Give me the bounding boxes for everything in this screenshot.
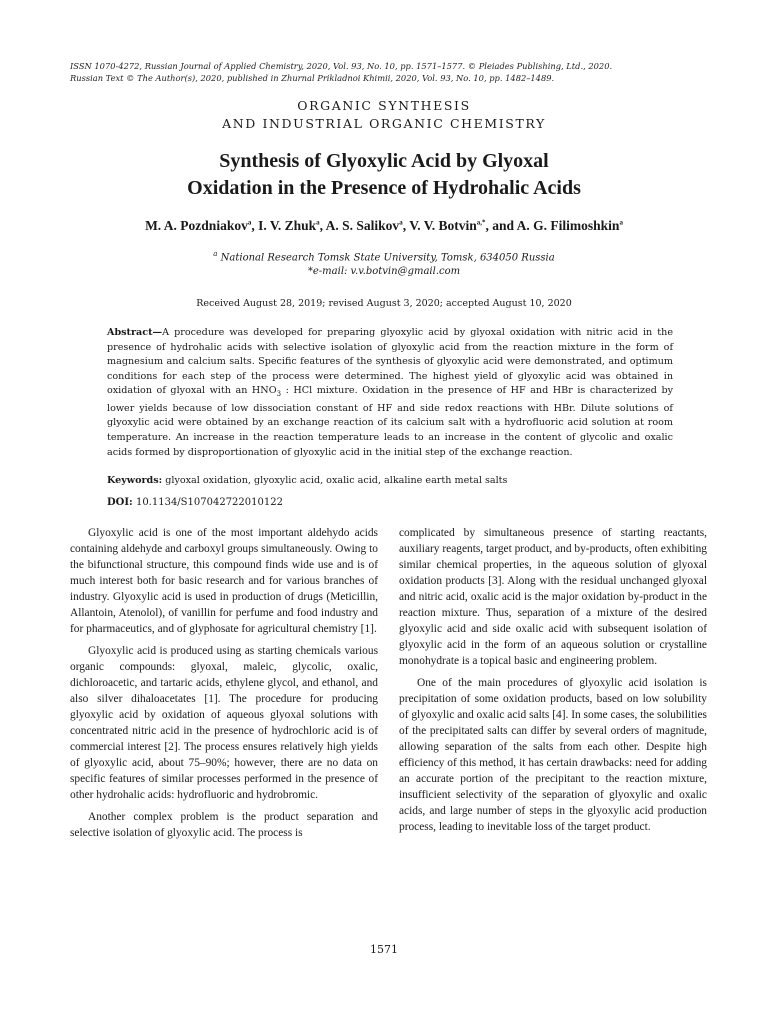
doi — [107, 497, 673, 508]
left-column — [70, 525, 378, 847]
title-line1: Synthesis of Glyoxylic Acid by Glyoxal — [219, 150, 549, 172]
affiliation-sup: a — [213, 250, 218, 258]
abstract-sub: 3 — [276, 390, 282, 399]
paragraph: complicated by simultaneous presence of starting reactants, auxiliary reagents, target product, and by-products, often exhibiting similar chemical properties, in the aqueous solution of glyoxal oxidation products [3]. Along with the residual unchanged glyoxal and nitric acid, oxalic acid is the major oxidation by-product in the reaction mixture. Thus, separation of a mixture of the desired glyoxylic acid and side oxalic acid with subsequent isolation of glyoxylic acid in the form of an aqueous solution or crystalline monohydrate is a topical basic and engineering problem. — [399, 527, 707, 667]
doi-label: DOI: — [107, 497, 133, 508]
author-name: A. G. Filimoshkin — [516, 218, 620, 233]
doi-link[interactable]: 10.1134/S107042722010122 — [135, 497, 283, 508]
keywords-label: Keywords: — [107, 475, 163, 486]
author-sep: , — [319, 218, 326, 233]
article-title — [0, 148, 768, 202]
keywords — [107, 475, 673, 486]
author-name: I. V. Zhuk — [258, 218, 317, 233]
received-dates: Received August 28, 2019; revised August 3, 2020; accepted August 10, 2020 — [196, 298, 572, 309]
journal-header — [70, 60, 710, 84]
email[interactable]: *e-mail: v.v.botvin@gmail.com — [307, 266, 461, 277]
abstract-text-2: : HCl mixture. Oxidation in the presence of HF and HBr is characterized by lower yields because of low dissociation constant of HF and side redox reactions with HBr. Dilute solutions of glyoxylic acid were obtained by an exchange reaction of its calcium salt with a hydrofluoric acid solution at room temperature. An increase in the reaction temperature leads to an increase in the content of glycolic and oxalic acids formed by disproportionation of glyoxylic acid in the initial step of the exchange reaction. — [107, 385, 674, 458]
author-sup: a — [316, 218, 320, 227]
author-sup: a — [619, 218, 623, 227]
author-sep: , — [251, 218, 259, 233]
abstract-dash: — — [152, 327, 163, 338]
author-sup: a — [247, 218, 252, 227]
journal-header-line2: Russian Text © The Author(s), 2020, published in Zhurnal Prikladnoi Khimii, 2020, Vol. 93, No. 10, pp. 1482–1489. — [70, 73, 555, 83]
keywords-text: glyoxal oxidation, glyoxylic acid, oxalic acid, alkaline earth metal salts — [165, 475, 508, 486]
affiliation — [0, 250, 768, 263]
affiliation-text: National Research Tomsk State University, Tomsk, 634050 Russia — [220, 252, 555, 264]
section-heading-2: AND INDUSTRIAL ORGANIC CHEMISTRY — [222, 116, 546, 131]
journal-header-line1: ISSN 1070-4272, Russian Journal of Applied Chemistry, 2020, Vol. 93, No. 10, pp. 1571–1577. © Pleiades Publishing, Ltd., 2020. — [70, 61, 613, 71]
author-sup: a — [399, 218, 403, 227]
author-sep: , and — [485, 218, 517, 233]
paragraph: One of the main procedures of glyoxylic acid isolation is precipitation of some oxidation products, based on low solubility of glyoxylic and oxalic acid salts [4]. In some cases, the solubilities of the precipitated salts can differ by several orders of magnitude, allowing separation of the salts from each other. Despite high efficiency of this method, it has certain drawbacks: need for adding an accurate portion of the precipitant to the reaction mixture, insufficient selectivity of the separation of glyoxylic and oxalic acids, and large number of steps in the glyoxylic acid production process, leading to inevitable loss of the target product. — [399, 677, 707, 833]
abstract — [107, 326, 673, 460]
abstract-text-1: A procedure was developed for preparing glyoxylic acid by glyoxal oxidation with nitric acid in the presence of hydrohalic acids with selective isolation of glyoxylic acid from the reaction mixture in the form of magnesium and calcium salts. Specific features of the synthesis of glyoxylic acid were demonstrated, and optimum conditions for each step of the process were determined. The highest yield of glyoxylic acid was obtained in oxidation of glyoxal with an HNO — [107, 327, 673, 397]
abstract-label: Abstract — [107, 327, 153, 338]
title-line2: Oxidation in the Presence of Hydrohalic Acids — [187, 177, 581, 199]
paragraph: Another complex problem is the product separation and selective isolation of glyoxylic acid. The process is — [70, 811, 378, 839]
author-list — [0, 218, 768, 234]
right-column — [399, 525, 707, 841]
author-sup: a,* — [476, 218, 486, 227]
paragraph: Glyoxylic acid is one of the most important aldehydo acids containing aldehyde and carboxyl groups simultaneously. Owing to the bifunctional structure, this compound finds wide use and is of much interest both for basic research and for various branches of industry. Glyoxylic acid is used in production of drugs (Meticillin, Allantoin, Atenolol), of vanillin for perfume and food industry and for pharmaceutics, and of glyphosate for agricultural chemistry [1]. — [70, 527, 378, 635]
section-heading-1: ORGANIC SYNTHESIS — [297, 98, 471, 113]
author-name: A. S. Salikov — [325, 218, 400, 233]
paragraph: Glyoxylic acid is produced using as starting chemicals various organic compounds: glyoxal, maleic, glycolic, oxalic, dichloroacetic, and tartaric acids, ethylene glycol, and ethanol, and also silver dihaloacetates [1]. The procedure for producing glyoxylic acid by oxidation of aqueous glyoxal solutions with concentrated nitric acid in the presence of hydrochloric acid is of commercial interest [2]. The process ensures relatively high yields of glyoxylic acid, about 75–90%; however, there are no data on specific features of similar processes performed in the presence of other hydrohalic acids: hydrofluoric and hydrobromic. — [70, 645, 378, 801]
author-name: V. V. Botvin — [409, 218, 477, 233]
author-sep: , — [402, 218, 410, 233]
page-number: 1571 — [370, 943, 398, 956]
author-name: M. A. Pozdniakov — [145, 218, 248, 233]
